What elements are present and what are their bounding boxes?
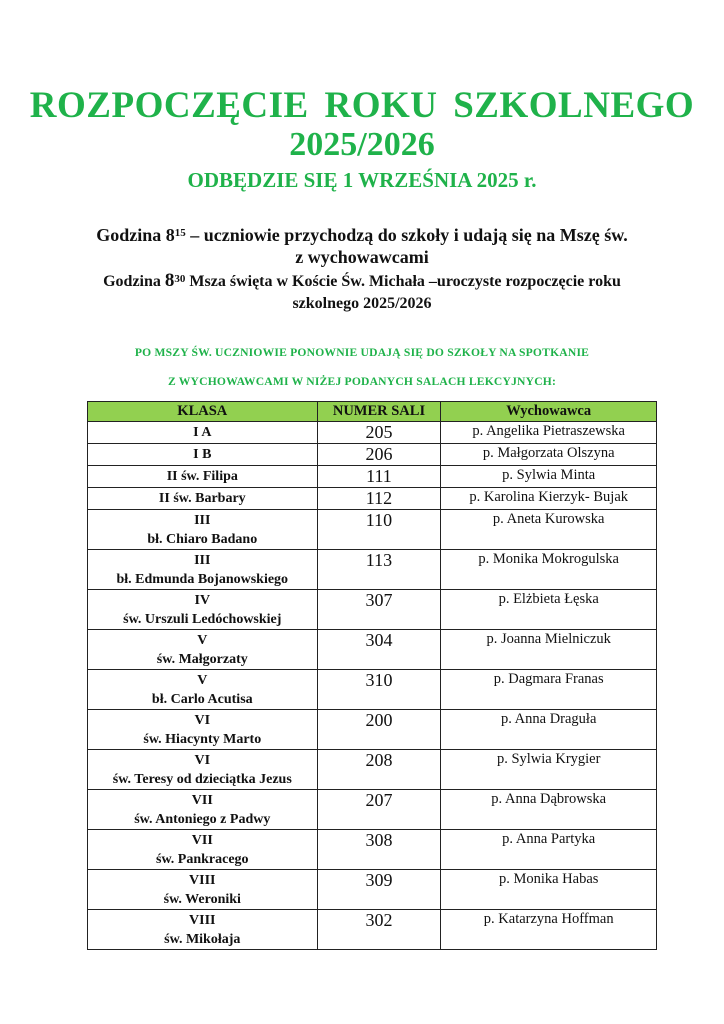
column-header-numer-sali: NUMER SALI (317, 402, 441, 422)
class-cell (88, 550, 318, 590)
class-patron: bł. Chiaro Badano (147, 531, 258, 547)
class-cell (88, 750, 318, 790)
class-name: I A (193, 425, 212, 440)
class-name: II św. Filipa (166, 469, 238, 484)
info-line-2: Z WYCHOWAWCAMI W NIŻEJ PODANYCH SALACH LEKCYJNYCH: (167, 375, 557, 388)
class-cell (88, 444, 318, 466)
homeroom-teacher: p. Aneta Kurowska (441, 510, 657, 550)
table-row (88, 710, 657, 750)
homeroom-teacher: p. Dagmara Franas (441, 670, 657, 710)
room-number: 309 (317, 870, 441, 910)
class-cell (88, 910, 318, 950)
room-number: 308 (317, 830, 441, 870)
schedule-item-2-text: Msza święta w Koście Św. Michała –uroczyste rozpoczęcie roku (185, 273, 621, 290)
homeroom-teacher: p. Katarzyna Hoffman (441, 910, 657, 950)
class-cell (88, 488, 318, 510)
room-number: 206 (317, 444, 441, 466)
homeroom-teacher: p. Monika Habas (441, 870, 657, 910)
table-row (88, 510, 657, 550)
table-row (88, 790, 657, 830)
class-cell (88, 422, 318, 444)
class-patron: św. Hiacynty Marto (143, 731, 262, 747)
class-name: VII (191, 792, 213, 808)
schedule-item-1-prefix: Godzina 8 (96, 225, 175, 245)
table-row (88, 750, 657, 790)
class-name: III (194, 512, 211, 528)
class-cell (88, 466, 318, 488)
room-number: 110 (317, 510, 441, 550)
class-patron: św. Mikołaja (164, 931, 241, 947)
class-patron: św. Weroniki (163, 891, 241, 907)
page-title: ROZPOCZĘCIE ROKU SZKOLNEGO (29, 85, 695, 126)
schedule-item-2-line2: szkolnego 2025/2026 (292, 295, 432, 312)
class-patron: św. Małgorzaty (156, 651, 248, 667)
classroom-table (87, 401, 657, 950)
homeroom-teacher: p. Joanna Mielniczuk (441, 630, 657, 670)
class-name: III (194, 552, 211, 568)
class-cell (88, 670, 318, 710)
homeroom-teacher: p. Anna Dąbrowska (441, 790, 657, 830)
class-cell (88, 510, 318, 550)
class-name: VI (194, 712, 211, 728)
homeroom-teacher: p. Anna Partyka (441, 830, 657, 870)
schedule-item-2-minutes: 30 (174, 273, 186, 285)
schedule-item-2-prefix: Godzina (103, 273, 165, 290)
table-row (88, 422, 657, 444)
room-number: 207 (317, 790, 441, 830)
class-cell (88, 630, 318, 670)
class-name: VIII (189, 912, 216, 928)
school-year: 2025/2026 (289, 126, 435, 163)
room-number: 304 (317, 630, 441, 670)
class-cell (88, 790, 318, 830)
class-name: V (197, 672, 208, 688)
room-number: 310 (317, 670, 441, 710)
room-number: 111 (317, 466, 441, 488)
room-number: 113 (317, 550, 441, 590)
room-number: 302 (317, 910, 441, 950)
schedule-item-1 (0, 224, 724, 268)
homeroom-teacher: p. Angelika Pietraszewska (441, 422, 657, 444)
schedule-item-2-hour: 8 (164, 270, 175, 291)
schedule-item-1-line2: z wychowawcami (295, 247, 429, 267)
room-number: 205 (317, 422, 441, 444)
table-row (88, 910, 657, 950)
class-name: VI (194, 752, 211, 768)
schedule-item-2 (0, 270, 724, 315)
class-patron: św. Urszuli Ledóchowskiej (123, 611, 282, 627)
column-header-klasa: KLASA (88, 402, 318, 422)
class-name: V (197, 632, 208, 648)
room-number: 307 (317, 590, 441, 630)
class-patron: św. Antoniego z Padwy (134, 811, 271, 827)
table-row (88, 670, 657, 710)
class-patron: św. Teresy od dzieciątka Jezus (112, 771, 292, 787)
table-row (88, 870, 657, 910)
class-patron: bł. Carlo Acutisa (151, 691, 253, 707)
table-header-row (88, 402, 657, 422)
class-name: VII (191, 832, 213, 848)
homeroom-teacher: p. Sylwia Minta (441, 466, 657, 488)
table-row (88, 444, 657, 466)
column-header-wychowawca: Wychowawca (441, 402, 657, 422)
class-name: I B (193, 447, 212, 462)
room-number: 112 (317, 488, 441, 510)
schedule-item-1-text: – uczniowie przychodzą do szkoły i udają się na Mszę św. (185, 225, 628, 245)
class-name: VIII (189, 872, 216, 888)
schedule-item-1-minutes: 15 (174, 227, 186, 239)
homeroom-teacher: p. Elżbieta Łęska (441, 590, 657, 630)
room-number: 200 (317, 710, 441, 750)
homeroom-teacher: p. Anna Draguła (441, 710, 657, 750)
table-row (88, 630, 657, 670)
info-line-1: PO MSZY ŚW. UCZNIOWIE PONOWNIE UDAJĄ SIĘ DO SZKOŁY NA SPOTKANIE (134, 346, 590, 359)
table-row (88, 550, 657, 590)
homeroom-teacher: p. Karolina Kierzyk- Bujak (441, 488, 657, 510)
homeroom-teacher: p. Małgorzata Olszyna (441, 444, 657, 466)
class-patron: bł. Edmunda Bojanowskiego (116, 571, 289, 587)
class-cell (88, 830, 318, 870)
date-subtitle: ODBĘDZIE SIĘ 1 WRZEŚNIA 2025 r. (187, 168, 537, 192)
table-row (88, 488, 657, 510)
class-name: IV (194, 592, 211, 608)
table-row (88, 590, 657, 630)
class-name: II św. Barbary (158, 491, 246, 506)
homeroom-teacher: p. Monika Mokrogulska (441, 550, 657, 590)
class-cell (88, 870, 318, 910)
class-cell (88, 590, 318, 630)
homeroom-teacher: p. Sylwia Krygier (441, 750, 657, 790)
room-number: 208 (317, 750, 441, 790)
class-patron: św. Pankracego (156, 851, 249, 867)
class-cell (88, 710, 318, 750)
table-row (88, 466, 657, 488)
table-row (88, 830, 657, 870)
